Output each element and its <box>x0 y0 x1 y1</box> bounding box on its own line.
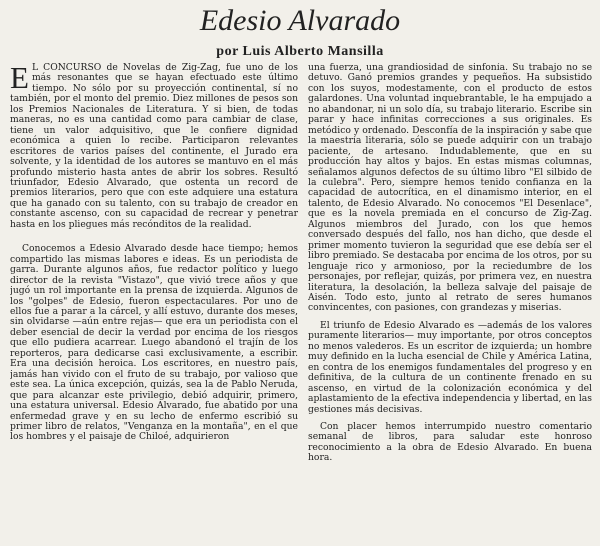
paragraph-2: Conocemos a Edesio Alvarado desde hace tiempo; hemos compartido las mismas labores e ideas. Es un periodista de garra. Durante algunos años, fue redactor político y luego director de la revista "Vistazo", que vivió trece años y que jugó un rol importante en la prensa de izquierda. Algunos de los "golpes" de Edesio, fueron espectaculares. Por uno de ellos fue a parar a la cárcel, y allí estuvo, durante dos meses, sin olvidarse —aún entre rejas— que era un periodista con el deber esencial de decir la verdad por encima de los riesgos que ello pudiera acarrear. Luego abandonó el trajín de los reporteros, para dedicarse casi exclusivamente, a escribir. Era una decisión heroica. Los escritores, en nuestro país, jamás han vivido con el fruto de su trabajo, por valioso que este sea. La única excepción, quizás, sea la de Pablo Neruda, que para alcanzar este privilegio, debió adquirir, primero, una estatura universal. Edesio Alvarado, fue abatido por una enfermedad grave y en su lecho de enfermo escribió su primer libro de relatos, "Venganza en la montaña", en el que los hombres y el paisaje de Chiloé, adquirieron <box>10 243 298 443</box>
left-column <box>10 63 298 542</box>
article-title: Edesio Alvarado <box>199 4 401 37</box>
paragraph-3: una fuerza, una grandiosidad de sinfonía. Su trabajo no se detuvo. Ganó premios grandes y pequeños. Ha subsistido con los suyos, modestamente, con el producto de estos galardones. Una voluntad inquebrantable, le ha empujado a no abandonar, ni un solo día, su trabajo literario. Escribe sin parar y hace infinitas correcciones a sus originales. Es metódico y ordenado. Desconfía de la inspiración y sabe que la maestría literaria, sólo se puede adquirir con un trabajo paciente, de artesano. Indudablemente, que en su producción hay altos y bajos. En estas mismas columnas, señalamos algunos defectos de su último libro "El silbido de la culebra". Pero, siempre hemos tenido confianza en la capacidad de autocrítica, en el dinamismo interior, en el talento, de Edesio Alvarado. No conocemos "El Desenlace", que es la novela premiada en el concurso de Zig-Zag. Algunos miembros del Jurado, con los que hemos conversado después del fallo, nos han dicho, que desde el primer momento tuvieron la seguridad que ese debía ser el libro premiado. Se destacaba por encima de los otros, por su lenguaje rico y armonioso, por la reciedumbre de los personajes, por reflejar, quizás, por primera vez, en nuestra literatura, la desolación, la belleza salvaje del paisaje de Aisén. Todo esto, junto al retrato de seres humanos convincentes, con pasiones, con grandezas y miserias. <box>308 63 592 314</box>
paragraph-1 <box>10 63 298 230</box>
article-byline: por Luis Alberto Mansilla <box>216 44 384 59</box>
drop-cap: E <box>10 63 29 95</box>
paragraph-4: El triunfo de Edesio Alvarado es —además de los valores puramente literarios— muy importante, por otros conceptos no menos valederos. Es un escritor de izquierda; un hombre muy definido en la lucha esencial de Chile y América Latina, en contra de los enemigos fundamentales del progreso y en definitiva, de la cultura de un continente frenado en su ascenso, en virtud de la colonización económica y del aplastamiento de la efectiva independencia y libertad, en las gestiones más decisivas. <box>308 319 592 415</box>
right-column <box>308 63 592 542</box>
paragraph-5: Con placer hemos interrumpido nuestro comentario semanal de libros, para saludar este honroso reconocimiento a la obra de Edesio Alvarado. En buena hora. <box>308 420 592 464</box>
paragraph-1-text: L CONCURSO de Novelas de Zig-Zag, fue uno de los más resonantes que se hayan efectuado este último tiempo. No sólo por su proyección continental, sí no también, por el monto del premio. Diez millones de pesos son los Premios Nacionales de Literatura. Y si bien, de todas maneras, no es una cantidad como para cambiar de clase, tiene un valor adquisitivo, que le confiere dignidad económica a quien lo recibe. Participaron relevantes escritores de varios países del continente, el Jurado era solvente, y la identidad de los autores se mantuvo en el más profundo misterio hasta antes de abrir los sobres. Resultó triunfador, Edesio Alvarado, que ostenta un record de premios literarios, pero que con este adquiere una estatura que ha ganado con su talento, con su trabajo de creador en constante ascenso, con su capacidad de recrear y penetrar hasta en los pliegues más recónditos de la realidad. <box>10 63 298 230</box>
